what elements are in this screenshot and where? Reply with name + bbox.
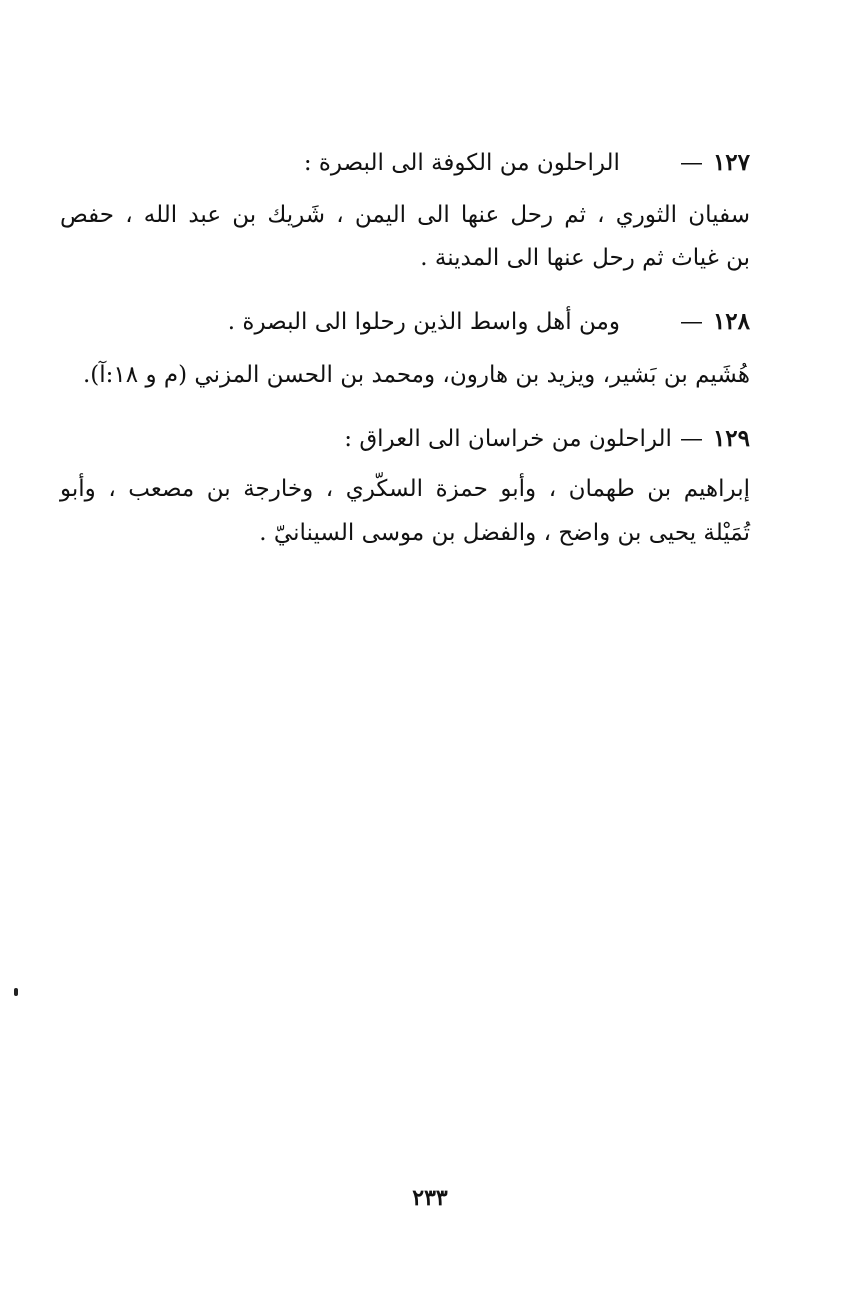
entry-129-line-2: تُمَيْلة يحيى بن واضح ، والفضل بن موسى السينانيّ . xyxy=(259,520,750,546)
entry-dash: — xyxy=(679,426,703,452)
entry-128-line-1: هُشَيم بن بَشير، ويزيد بن هارون، ومحمد بن الحسن المزني (م و ١٨:آ). xyxy=(82,362,750,388)
entry-127-line-2: بن غياث ثم رحل عنها الى المدينة . xyxy=(420,245,750,271)
entry-129-heading xyxy=(110,424,750,454)
entry-127-heading xyxy=(110,148,750,178)
entry-heading-text: الراحلون من خراسان الى العراق : xyxy=(344,426,672,452)
entry-127-line-1: سفيان الثوري ، ثم رحل عنها الى اليمن ، شَريك بن عبد الله ، حفص xyxy=(60,202,750,228)
scan-speck xyxy=(14,988,18,996)
entry-number: ١٢٧ xyxy=(712,149,750,176)
entry-heading-text: الراحلون من الكوفة الى البصرة : xyxy=(303,150,620,176)
entry-number: ١٢٩ xyxy=(712,425,750,452)
entry-129-line-1: إبراهيم بن طهمان ، وأبو حمزة السكّري ، وخارجة بن مصعب ، وأبو xyxy=(60,476,750,502)
entry-number: ١٢٨ xyxy=(712,308,750,335)
entry-dash: — xyxy=(679,309,703,335)
page-number: ٢٣٣ xyxy=(412,1185,448,1211)
entry-heading-text: ومن أهل واسط الذين رحلوا الى البصرة . xyxy=(227,309,620,335)
entry-128-heading xyxy=(110,307,750,337)
entry-dash: — xyxy=(679,150,703,176)
